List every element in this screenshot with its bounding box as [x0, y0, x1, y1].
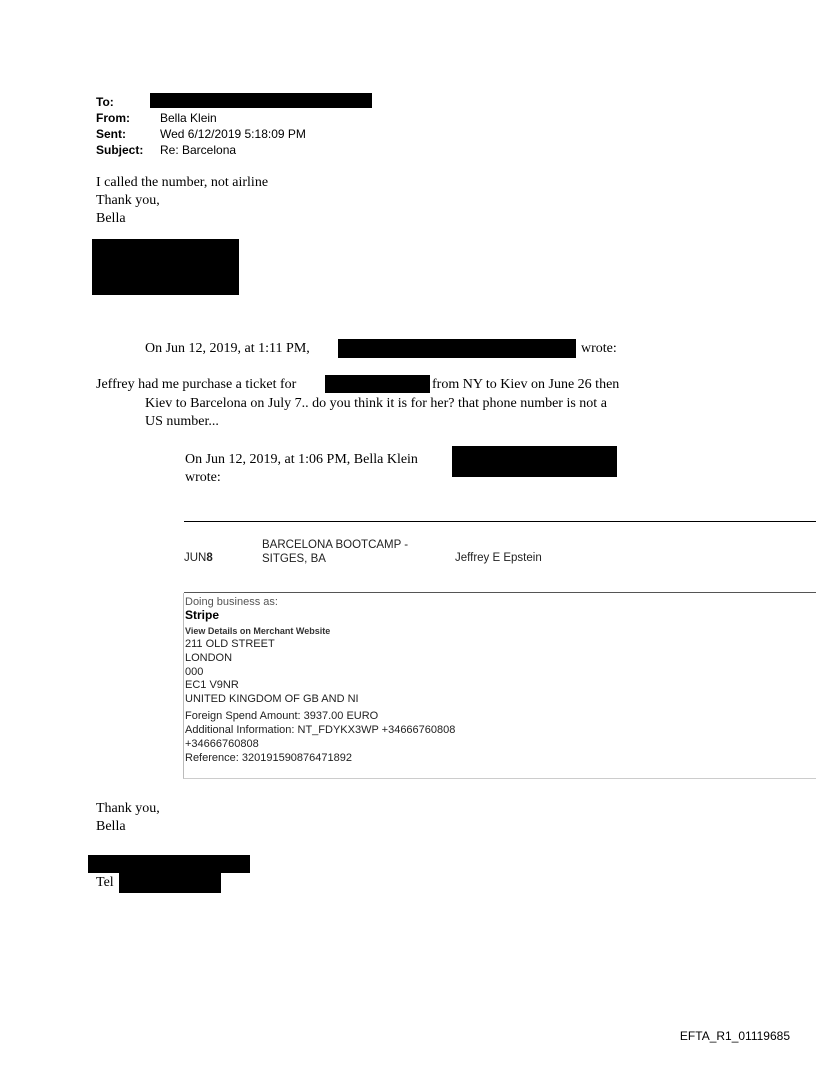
subject-value: Re: Barcelona — [160, 143, 237, 157]
sent-label: Sent: — [96, 127, 126, 141]
merchant-website-link[interactable]: View Details on Merchant Website — [185, 626, 331, 636]
quote2-attribution: On Jun 12, 2019, at 1:06 PM, Bella Klein — [185, 452, 418, 467]
document-id: EFTA_R1_01119685 — [679, 1029, 790, 1043]
transaction-date-month: JUN — [184, 552, 207, 564]
quote1-line-1b: from NY to Kiev on June 26 then — [432, 377, 620, 392]
business-name: Stripe — [185, 608, 220, 622]
quote1-attribution-prefix: On Jun 12, 2019, at 1:11 PM, — [145, 341, 310, 356]
quote1-line-2: Kiev to Barcelona on July 7.. do you think it is for her? that phone number is not a — [145, 396, 607, 411]
sent-value: Wed 6/12/2019 5:18:09 PM — [160, 127, 306, 141]
transaction-cardholder: Jeffrey E Epstein — [455, 552, 542, 564]
redaction-signature-name — [88, 855, 250, 873]
from-label: From: — [96, 111, 130, 125]
redaction-passenger — [325, 375, 430, 393]
merchant-line-2: SITGES, BA — [262, 553, 326, 565]
business-address-1: 211 OLD STREET — [185, 638, 275, 650]
reference-number: Reference: 320191590876471892 — [185, 752, 352, 764]
foreign-spend-amount: Foreign Spend Amount: 3937.00 EURO — [185, 710, 379, 722]
quote1-line-1a: Jeffrey had me purchase a ticket for — [96, 377, 297, 392]
reply-line-1: I called the number, not airline — [96, 175, 269, 190]
additional-information: Additional Information: NT_FDYKX3WP +34666760808 — [185, 724, 456, 736]
transaction-date-day: 8 — [206, 552, 213, 564]
redaction-sender — [338, 339, 576, 358]
quote1-line-3: US number... — [145, 414, 219, 429]
business-address-4: EC1 V9NR — [185, 679, 239, 691]
business-address-3: 000 — [185, 666, 204, 678]
closing-line-1: Thank you, — [96, 801, 160, 816]
reply-line-2: Thank you, — [96, 193, 160, 208]
redaction-to — [150, 93, 372, 108]
business-address-2: LONDON — [185, 652, 233, 664]
business-address-5: UNITED KINGDOM OF GB AND NI — [185, 693, 359, 705]
merchant-line-1: BARCELONA BOOTCAMP - — [262, 539, 409, 551]
reply-line-3: Bella — [96, 211, 126, 226]
redaction-phone — [119, 872, 221, 893]
tel-label: Tel — [96, 875, 114, 890]
subject-label: Subject: — [96, 143, 144, 157]
additional-information-cont: +34666760808 — [185, 738, 259, 750]
business-label: Doing business as: — [185, 596, 278, 608]
quote2-wrote: wrote: — [185, 470, 221, 485]
transaction-merchant — [262, 538, 408, 566]
transaction-top-rule — [184, 521, 816, 522]
closing-line-2: Bella — [96, 819, 126, 834]
quote1-attribution-suffix: wrote: — [581, 341, 617, 356]
to-label: To: — [96, 95, 114, 109]
from-value: Bella Klein — [160, 111, 217, 125]
redaction-signature-block — [92, 239, 239, 295]
redaction-email — [452, 446, 617, 477]
transaction-date — [184, 552, 213, 564]
